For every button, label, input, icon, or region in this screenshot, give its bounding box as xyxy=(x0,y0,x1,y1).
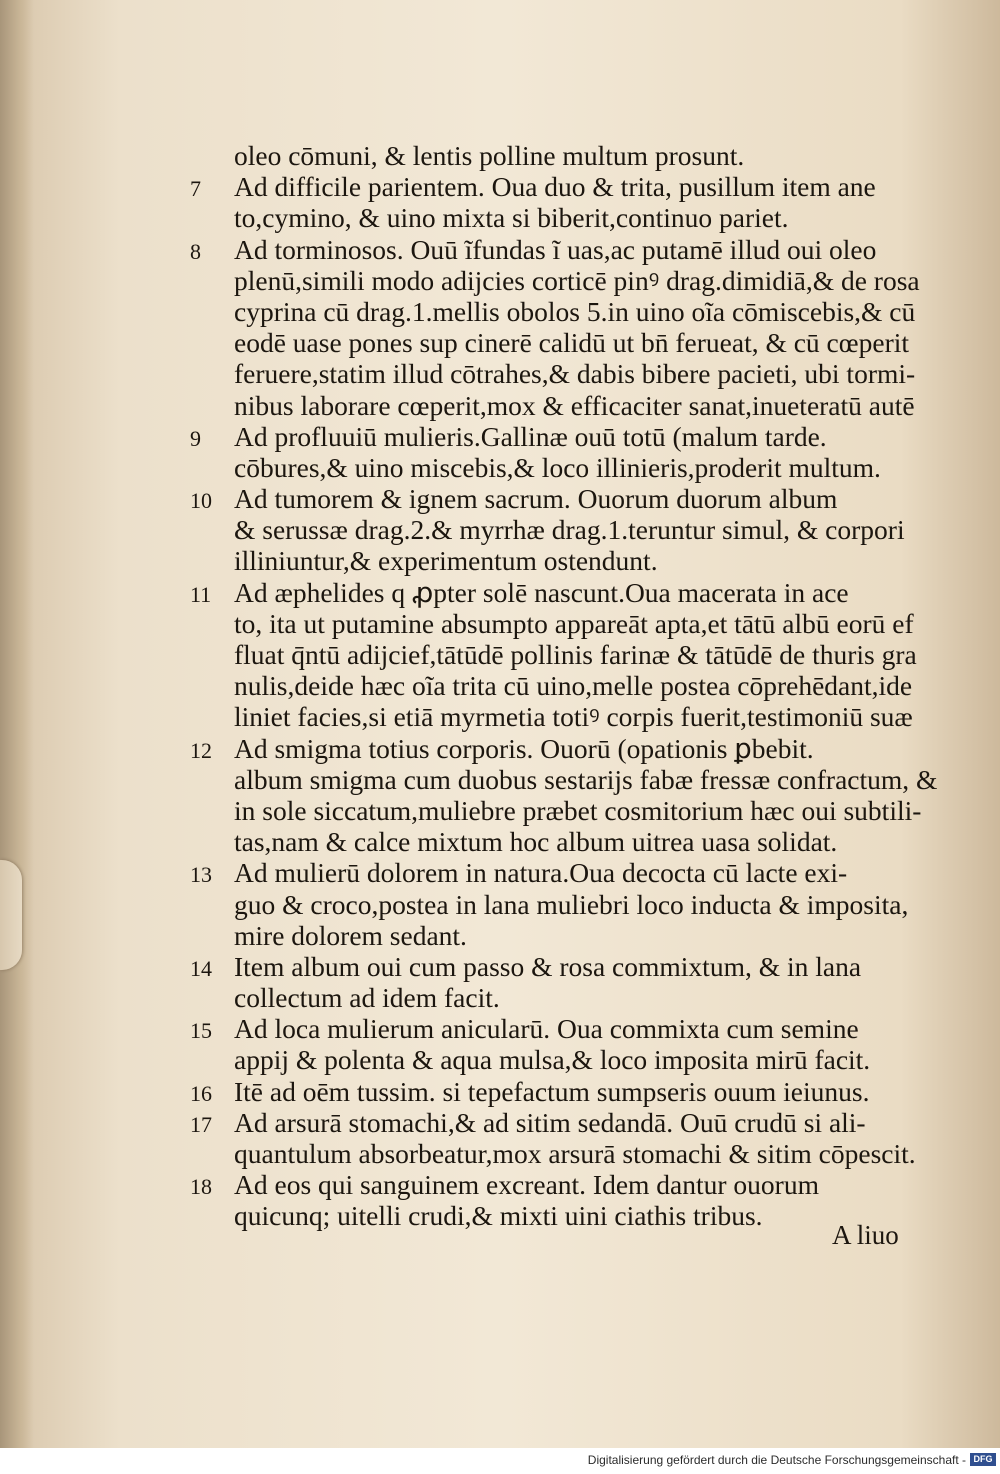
entry-number: 17 xyxy=(190,1111,212,1137)
text-line xyxy=(190,577,930,608)
entry-number: 10 xyxy=(190,488,212,514)
line-text: Ad profluuiū mulieris.Gallinæ ouū totū (malum tarde. xyxy=(234,420,827,452)
entry-number: 15 xyxy=(190,1018,212,1044)
line-text: illiniuntur,& experimentum ostendunt. xyxy=(234,545,658,577)
entry-number: 12 xyxy=(190,737,212,763)
line-text: Ad torminosos. Ouū ĩfundas ĩ uas,ac putamē illud oui oleo xyxy=(234,233,877,265)
line-text: Ad eos qui sanguinem excreant. Idem dantur ouorum xyxy=(234,1169,819,1201)
text-line xyxy=(190,265,930,296)
line-text: Itē ad oēm tussim. si tepefactum sumpseris ouum ieiunus. xyxy=(234,1075,870,1107)
line-text: guo & croco,postea in lana muliebri loco inducta & imposita, xyxy=(234,888,909,920)
entry-number: 11 xyxy=(190,581,212,607)
entry-number: 9 xyxy=(190,425,201,451)
text-line xyxy=(190,1013,930,1044)
entry-number: 16 xyxy=(190,1080,212,1106)
text-line xyxy=(190,171,930,202)
catchword: A liuo xyxy=(832,1220,899,1250)
line-text: fluat q̄ntū adijcief,tātūdē pollinis farinæ & tātūdē de thuris gra xyxy=(234,639,917,670)
line-text: Ad smigma totius corporis. Ouorū (opationis ꝑbebit. xyxy=(234,732,814,764)
text-line xyxy=(190,1200,930,1231)
text-line xyxy=(190,1076,930,1107)
text-line xyxy=(190,639,930,670)
text-line xyxy=(190,483,930,514)
text-line xyxy=(190,140,930,171)
dfg-logo: DFG xyxy=(970,1453,996,1466)
text-line xyxy=(190,982,930,1013)
text-line xyxy=(190,889,930,920)
line-text: cyprina cū drag.1.mellis obolos 5.in uino oĩa cōmiscebis,& cū xyxy=(234,295,916,327)
text-line xyxy=(190,327,930,358)
text-line xyxy=(190,1107,930,1138)
text-line xyxy=(190,733,930,764)
entry-number: 8 xyxy=(190,238,201,264)
line-text: Ad æphelides q ꝓpter solē nascunt.Oua macerata in ace xyxy=(234,576,849,608)
line-text: plenū,simili modo adijcies corticē pinꝰ drag.dimidiā,& de rosa xyxy=(234,264,920,296)
page-text xyxy=(190,140,938,1232)
line-text: quicunq; uitelli crudi,& mixti uini ciathis tribus. xyxy=(234,1200,763,1232)
footer-credit-text: Digitalisierung gefördert durch die Deutsche Forschungsgemeinschaft - xyxy=(587,1453,966,1467)
text-line xyxy=(190,545,930,576)
text-line xyxy=(190,390,930,421)
text-line xyxy=(190,452,930,483)
line-text: oleo cōmuni, & lentis polline multum prosunt. xyxy=(234,140,745,171)
text-line xyxy=(190,1044,930,1075)
digitization-footer xyxy=(0,1448,1000,1474)
line-text: nulis,deide hæc oĩa trita cū uino,melle postea cōprehēdant,ide xyxy=(234,670,913,702)
text-line xyxy=(190,1169,930,1200)
entry-number: 7 xyxy=(190,176,201,202)
text-line xyxy=(190,920,930,951)
page-binding-edge xyxy=(0,0,34,1448)
text-line xyxy=(190,670,930,701)
text-line xyxy=(190,826,930,857)
line-text: Ad arsurā stomachi,& ad sitim sedandā. Ouū crudū si ali- xyxy=(234,1106,866,1138)
line-text: Item album oui cum passo & rosa commixtum, & in lana xyxy=(234,950,862,982)
line-text: liniet facies,si etiā myrmetia totiꝰ corpis fuerit,testimoniū suæ xyxy=(234,701,913,733)
text-line xyxy=(190,234,930,265)
text-line xyxy=(190,763,938,795)
text-line xyxy=(190,358,930,389)
text-line xyxy=(190,1138,930,1169)
text-line xyxy=(190,701,930,732)
page-tab-marker xyxy=(0,860,22,970)
text-line xyxy=(190,514,930,545)
text-line xyxy=(190,795,930,826)
line-text: collectum ad idem facit. xyxy=(234,982,500,1014)
line-text: appij & polenta & aqua mulsa,& loco imposita mirū facit. xyxy=(234,1044,871,1076)
line-text: Ad tumorem & ignem sacrum. Ouorum duorum album xyxy=(234,483,838,515)
text-line xyxy=(190,296,930,327)
line-text: album smigma cum duobus sestarijs fabæ fressæ confractum, & xyxy=(234,763,938,795)
line-text: eodē uase pones sup cinerē calidū ut bn̄ ferueat, & cū cœperit xyxy=(234,327,910,359)
entry-number: 13 xyxy=(190,862,212,888)
line-text: tas,nam & calce mixtum hoc album uitrea uasa solidat. xyxy=(234,826,838,858)
line-text: nibus laborare cœperit,mox & efficaciter sanat,inueteratū autē xyxy=(234,389,915,421)
line-text: feruere,statim illud cōtrahes,& dabis bibere pacieti, ubi tormi- xyxy=(234,358,916,390)
line-text: in sole siccatum,muliebre præbet cosmitorium hæc oui subtili- xyxy=(234,794,922,826)
text-line xyxy=(190,608,930,639)
entry-number: 14 xyxy=(190,955,212,981)
line-text: cōbures,& uino miscebis,& loco illinieris,proderit multum. xyxy=(234,451,881,483)
line-text: Ad mulierū dolorem in natura.Oua decocta cū lacte exi- xyxy=(234,857,848,889)
line-text: Ad difficile parientem. Oua duo & trita, pusillum item ane xyxy=(234,171,876,203)
text-line xyxy=(190,202,930,233)
text-line xyxy=(190,951,930,982)
line-text: to,cymino, & uino mixta si biberit,continuo pariet. xyxy=(234,202,789,234)
text-line xyxy=(190,857,930,888)
line-text: Ad loca mulierum anicularū. Oua commixta cum semine xyxy=(234,1013,859,1045)
line-text: mire dolorem sedant. xyxy=(234,919,467,951)
text-line xyxy=(190,421,930,452)
line-text: & serussæ drag.2.& myrrhæ drag.1.teruntur simul, & corpori xyxy=(234,514,905,546)
entry-number: 18 xyxy=(190,1174,212,1200)
line-text: to, ita ut putamine absumpto appareāt apta,et tātū albū eorū ef xyxy=(234,607,914,639)
line-text: quantulum absorbeatur,mox arsurā stomachi & sitim cōpescit. xyxy=(234,1138,916,1169)
